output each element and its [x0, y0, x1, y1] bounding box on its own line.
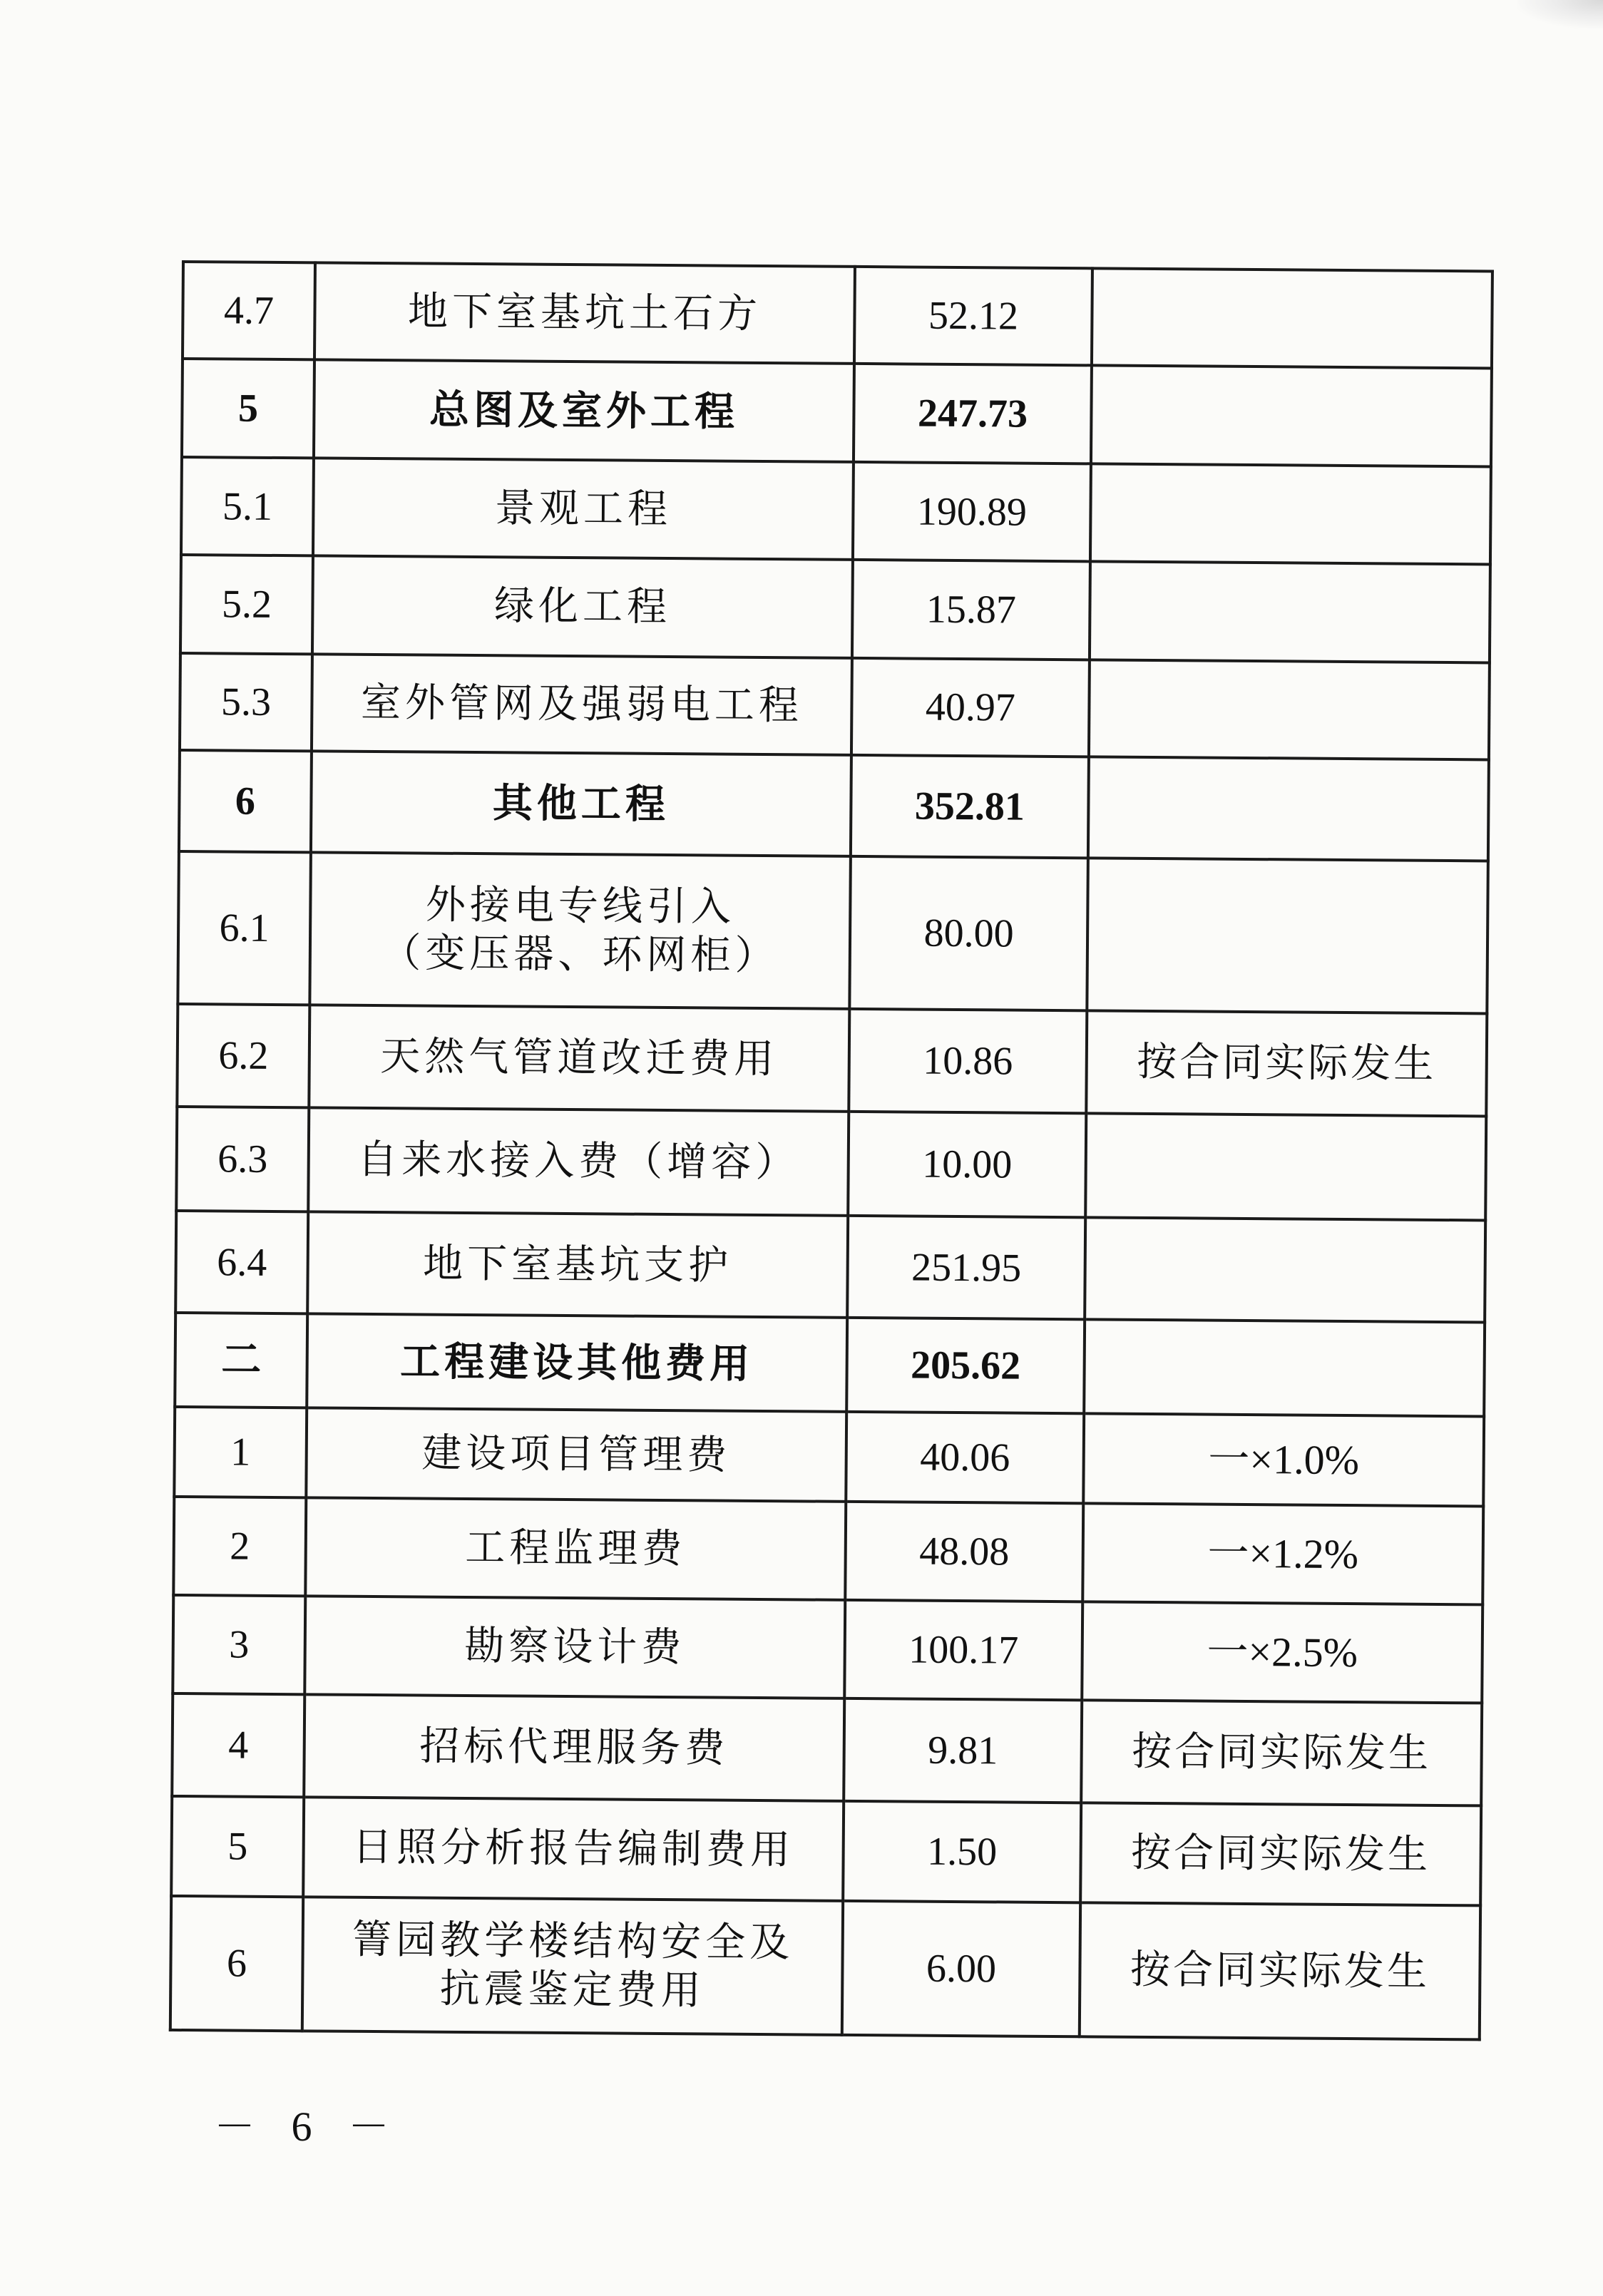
item-name-cell [304, 1694, 844, 1801]
table-row [173, 1595, 1482, 1703]
amount-cell: 190.89 [853, 462, 1091, 561]
item-number-cell: 4.7 [183, 262, 315, 359]
amount-cell: 9.81 [844, 1698, 1082, 1803]
table-row [176, 1107, 1486, 1220]
table-row [174, 1407, 1484, 1506]
table-row [171, 1796, 1481, 1905]
remark-cell [1085, 1217, 1485, 1322]
amount-cell: 6.00 [842, 1901, 1080, 2036]
item-name-line: 室外管网及强弱电工程 [360, 679, 804, 729]
amount-cell: 48.08 [845, 1502, 1083, 1601]
item-name-line: 抗震鉴定费用 [439, 1965, 705, 2014]
table-row [175, 1313, 1485, 1416]
item-number-cell: 6 [170, 1896, 303, 2031]
item-number-cell: 4 [172, 1693, 304, 1797]
amount-cell: 352.81 [851, 755, 1089, 858]
item-number-cell: 二 [175, 1313, 307, 1408]
amount-cell: 10.86 [849, 1009, 1087, 1113]
item-name-cell [309, 852, 851, 1009]
amount-cell: 251.95 [847, 1216, 1085, 1319]
remark-cell [1087, 858, 1488, 1013]
remark-cell: 按合同实际发生 [1080, 1803, 1481, 1905]
remark-cell [1090, 561, 1490, 662]
amount-cell: 40.97 [851, 658, 1090, 757]
amount-cell: 1.50 [843, 1801, 1081, 1902]
item-name-cell [303, 1797, 844, 1901]
item-name-cell [313, 458, 854, 560]
item-name-cell [309, 1005, 849, 1112]
item-name-line: 招标代理服务费 [419, 1723, 729, 1772]
remark-cell [1091, 365, 1492, 466]
item-name-line: 天然气管道改迁费用 [380, 1033, 779, 1083]
item-name-cell [307, 1313, 847, 1412]
item-name-line: 总图及室外工程 [429, 386, 739, 436]
item-name-cell [314, 262, 855, 364]
amount-cell: 10.00 [848, 1112, 1086, 1217]
item-number-cell: 6.2 [177, 1004, 309, 1107]
item-name-line: 工程监理费 [465, 1524, 687, 1573]
table-row [173, 1497, 1483, 1604]
item-name-cell [306, 1408, 846, 1502]
remark-cell: 一×1.2% [1082, 1503, 1483, 1604]
item-number-cell: 5 [182, 359, 314, 458]
table-row [180, 555, 1490, 662]
table-row [179, 750, 1489, 861]
cost-estimate-table [169, 260, 1494, 2041]
item-name-cell [311, 751, 851, 856]
item-name-line: 箐园教学楼结构安全及 [352, 1916, 794, 1967]
remark-cell [1088, 757, 1489, 861]
remark-cell: 一×1.0% [1083, 1413, 1484, 1506]
remark-cell: 按合同实际发生 [1080, 1902, 1480, 2039]
item-number-cell: 5.3 [180, 653, 312, 751]
item-name-line: 勘察设计费 [464, 1622, 686, 1671]
item-number-cell: 5.2 [180, 555, 313, 654]
table-row [183, 262, 1492, 368]
item-number-cell: 6.3 [176, 1107, 309, 1211]
remark-cell [1090, 463, 1491, 564]
amount-cell: 100.17 [844, 1600, 1082, 1700]
item-name-cell [314, 359, 854, 462]
table-row [178, 851, 1488, 1013]
table-row [175, 1211, 1485, 1322]
item-number-cell: 2 [173, 1497, 306, 1596]
item-name-cell [305, 1497, 846, 1600]
item-name-cell [307, 1211, 848, 1318]
item-name-line: 外接电专线引入 [425, 881, 736, 931]
item-name-line: 工程建设其他费用 [399, 1338, 754, 1388]
table-row [177, 1004, 1487, 1116]
item-number-cell: 6.4 [175, 1211, 308, 1313]
table-body [170, 262, 1492, 2039]
amount-cell: 247.73 [854, 364, 1092, 463]
amount-cell: 52.12 [854, 267, 1092, 365]
remark-cell [1089, 660, 1490, 759]
item-name-line: 日照分析报告编制费用 [352, 1823, 795, 1874]
remark-cell: 按合同实际发生 [1081, 1700, 1482, 1805]
table-row [170, 1896, 1480, 2039]
item-name-line: 其他工程 [492, 779, 670, 829]
item-name-line: 自来水接入费（增容） [357, 1136, 800, 1187]
item-number-cell: 5 [171, 1796, 304, 1897]
item-name-cell [308, 1107, 849, 1216]
remark-cell [1085, 1113, 1486, 1220]
item-name-line: 绿化工程 [493, 583, 672, 631]
item-name-line: （变压器、环网柜） [381, 930, 779, 980]
remark-cell [1084, 1319, 1485, 1416]
item-name-line: 建设项目管理费 [421, 1430, 732, 1479]
remark-cell [1092, 268, 1492, 368]
table-row [181, 457, 1491, 564]
remark-cell: 一×2.5% [1082, 1601, 1482, 1703]
amount-cell: 205.62 [846, 1318, 1085, 1413]
table-row [172, 1693, 1482, 1805]
item-number-cell: 1 [174, 1407, 307, 1497]
item-name-cell [302, 1897, 843, 2035]
amount-cell: 15.87 [852, 560, 1090, 660]
page-number: － 6 － [214, 2103, 403, 2150]
item-number-cell: 3 [173, 1595, 305, 1694]
item-number-cell: 5.1 [181, 457, 314, 555]
item-number-cell: 6.1 [178, 851, 311, 1005]
item-number-cell: 6 [179, 750, 312, 852]
item-name-cell [312, 654, 852, 755]
item-name-cell [304, 1596, 845, 1698]
item-name-line: 景观工程 [494, 484, 672, 533]
table-row [180, 653, 1490, 759]
amount-cell: 40.06 [846, 1412, 1084, 1503]
scan-shadow [1517, 0, 1603, 29]
item-name-line: 地下室基坑支护 [422, 1240, 733, 1289]
amount-cell: 80.00 [849, 856, 1088, 1010]
item-name-line: 地下室基坑土石方 [407, 288, 762, 337]
item-name-cell [312, 555, 853, 658]
table-row [182, 359, 1492, 466]
remark-cell: 按合同实际发生 [1086, 1010, 1487, 1116]
